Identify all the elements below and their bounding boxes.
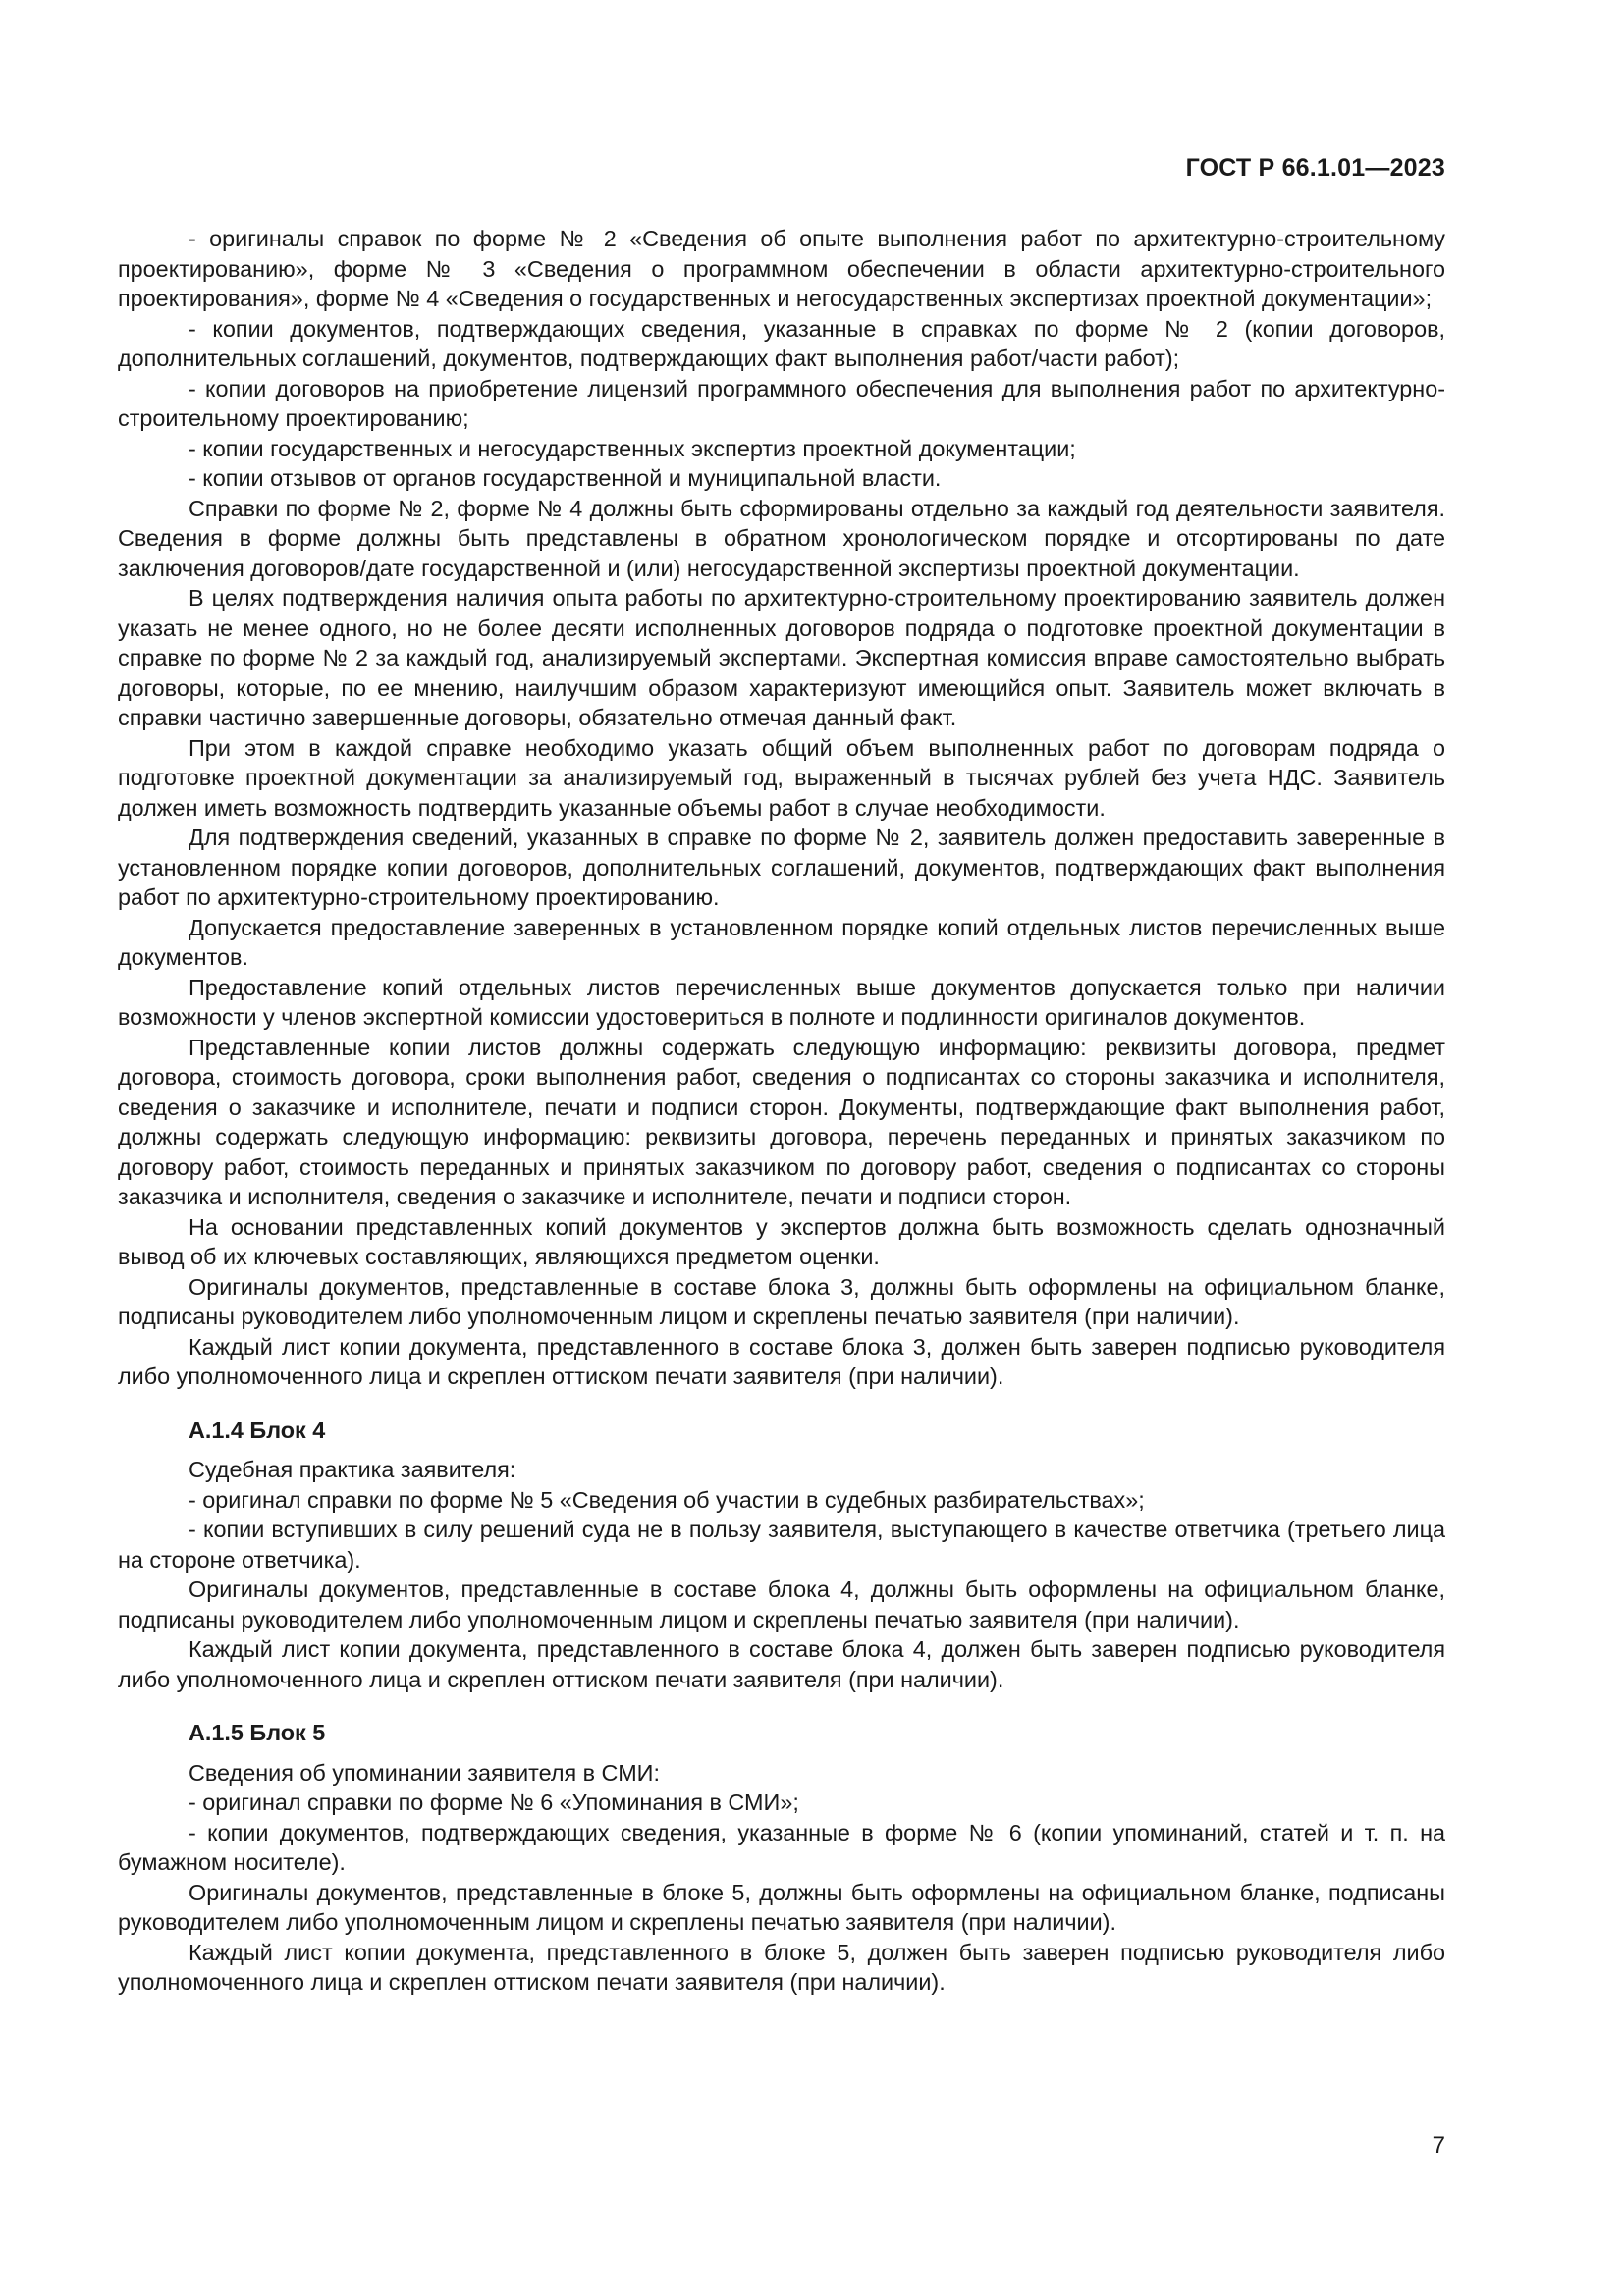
section-heading-block-5: А.1.5 Блок 5 xyxy=(189,1720,326,1745)
paragraph: - копии документов, подтверждающих сведения, указанные в форме № 6 (копии упоминаний, статей и т. п. на бумажном носителе). xyxy=(118,1819,1445,1875)
paragraph: Представленные копии листов должны содержать следующую информацию: реквизиты договора, предмет договора, стоимость договора, сроки выполнения работ, сведения о подписантах со стороны заказчика и исполнителя, сведения о заказчике и исполнителе, печати и подписи сторон. Документы, подтверждающие факт выполнения работ, должны содержать следующую информацию: реквизиты договора, перечень переданных и принятых заказчиком по договору работ, стоимость переданных и принятых заказчиком по договору работ, сведения о подписантах со стороны заказчика и исполнителя, сведения о заказчике и исполнителе, печати и подписи сторон. xyxy=(118,1034,1445,1209)
paragraph: Допускается предоставление заверенных в установленном порядке копий отдельных листов перечисленных выше документов. xyxy=(118,914,1445,970)
paragraph: - оригинал справки по форме № 5 «Сведения об участии в судебных разбирательствах»; xyxy=(189,1486,1145,1513)
paragraph: - копии документов, подтверждающих сведения, указанные в справках по форме № 2 (копии договоров, дополнительных соглашений, документов, подтверждающих факт выполнения работ/части работ); xyxy=(118,315,1445,371)
paragraph: Каждый лист копии документа, представленного в составе блока 3, должен быть заверен подписью руководителя либо уполномоченного лица и скреплен оттиском печати заявителя (при наличии). xyxy=(118,1333,1445,1389)
block-3-section xyxy=(118,224,1445,1392)
paragraph: - копии договоров на приобретение лицензий программного обеспечения для выполнения работ по архитектурно-строительному проектированию; xyxy=(118,375,1445,431)
section-heading-block-4: А.1.4 Блок 4 xyxy=(189,1416,326,1443)
paragraph: Оригиналы документов, представленные в блоке 5, должны быть оформлены на официальном бланке, подписаны руководителем либо уполномоченным лицом и скреплены печатью заявителя (при наличии). xyxy=(118,1879,1445,1935)
document-body xyxy=(118,224,1445,1998)
paragraph: Сведения об упоминании заявителя в СМИ: xyxy=(189,1759,660,1786)
block-4-section xyxy=(118,1415,1445,1695)
paragraph: Оригиналы документов, представленные в составе блока 4, должны быть оформлены на официальном бланке, подписаны руководителем либо уполномоченным лицом и скреплены печатью заявителя (при наличии). xyxy=(118,1576,1445,1632)
paragraph: Справки по форме № 2, форме № 4 должны быть сформированы отдельно за каждый год деятельности заявителя. Сведения в форме должны быть представлены в обратном хронологическом порядке и отсортированы по дате заключения договоров/дате государственной и (или) негосударственной экспертизы проектной документации. xyxy=(118,495,1445,581)
paragraph: - копии вступивших в силу решений суда не в пользу заявителя, выступающего в качестве ответчика (третьего лица на стороне ответчика). xyxy=(118,1517,1445,1573)
paragraph: Судебная практика заявителя: xyxy=(189,1457,516,1482)
document-code-header: ГОСТ Р 66.1.01—2023 xyxy=(1185,154,1445,182)
paragraph: - копии государственных и негосударственных экспертиз проектной документации; xyxy=(189,435,1076,461)
paragraph: Каждый лист копии документа, представленного в блоке 5, должен быть заверен подписью руководителя либо уполномоченного лица и скреплен оттиском печати заявителя (при наличии). xyxy=(118,1939,1445,1995)
paragraph: При этом в каждой справке необходимо указать общий объем выполненных работ по договорам подряда о подготовке проектной документации за анализируемый год, выраженный в тысячах рублей без учета НДС. Заявитель должен иметь возможность подтвердить указанные объемы работ в случае необходимости. xyxy=(118,734,1445,821)
paragraph: Предоставление копий отдельных листов перечисленных выше документов допускается только при наличии возможности у членов экспертной комиссии удостовериться в полноте и подлинности оригиналов документов. xyxy=(118,974,1445,1030)
paragraph: - оригинал справки по форме № 6 «Упоминания в СМИ»; xyxy=(189,1789,799,1815)
paragraph: Каждый лист копии документа, представленного в составе блока 4, должен быть заверен подписью руководителя либо уполномоченного лица и скреплен оттиском печати заявителя (при наличии). xyxy=(118,1636,1445,1692)
paragraph: Оригиналы документов, представленные в составе блока 3, должны быть оформлены на официальном бланке, подписаны руководителем либо уполномоченным лицом и скреплены печатью заявителя (при наличии). xyxy=(118,1273,1445,1329)
paragraph: - оригиналы справок по форме № 2 «Сведения об опыте выполнения работ по архитектурно-строительному проектированию», форме № 3 «Сведения о программном обеспечении в области архитектурно-строительного проектирования», форме № 4 «Сведения о государственных и негосударственных экспертизах проектной документации»; xyxy=(118,226,1445,311)
paragraph: На основании представленных копий документов у экспертов должна быть возможность сделать однозначный вывод об их ключевых составляющих, являющихся предметом оценки. xyxy=(118,1213,1445,1269)
paragraph: В целях подтверждения наличия опыта работы по архитектурно-строительному проектированию заявитель должен указать не менее одного, но не более десяти исполненных договоров подряда о подготовке проектной документации в справке по форме № 2 за каждый год, анализируемый экспертами. Экспертная комиссия вправе самостоятельно выбрать договоры, которые, по ее мнению, наилучшим образом характеризуют имеющийся опыт. Заявитель может включать в справки частично завершенные договоры, обязательно отмечая данный факт. xyxy=(118,585,1445,730)
page-number: 7 xyxy=(1432,2132,1445,2159)
block-5-section xyxy=(118,1718,1445,1998)
paragraph: Для подтверждения сведений, указанных в справке по форме № 2, заявитель должен предоставить заверенные в установленном порядке копии договоров, дополнительных соглашений, документов, подтверждающих факт выполнения работ по архитектурно-строительному проектированию. xyxy=(118,825,1445,910)
paragraph: - копии отзывов от органов государственной и муниципальной власти. xyxy=(189,465,942,491)
